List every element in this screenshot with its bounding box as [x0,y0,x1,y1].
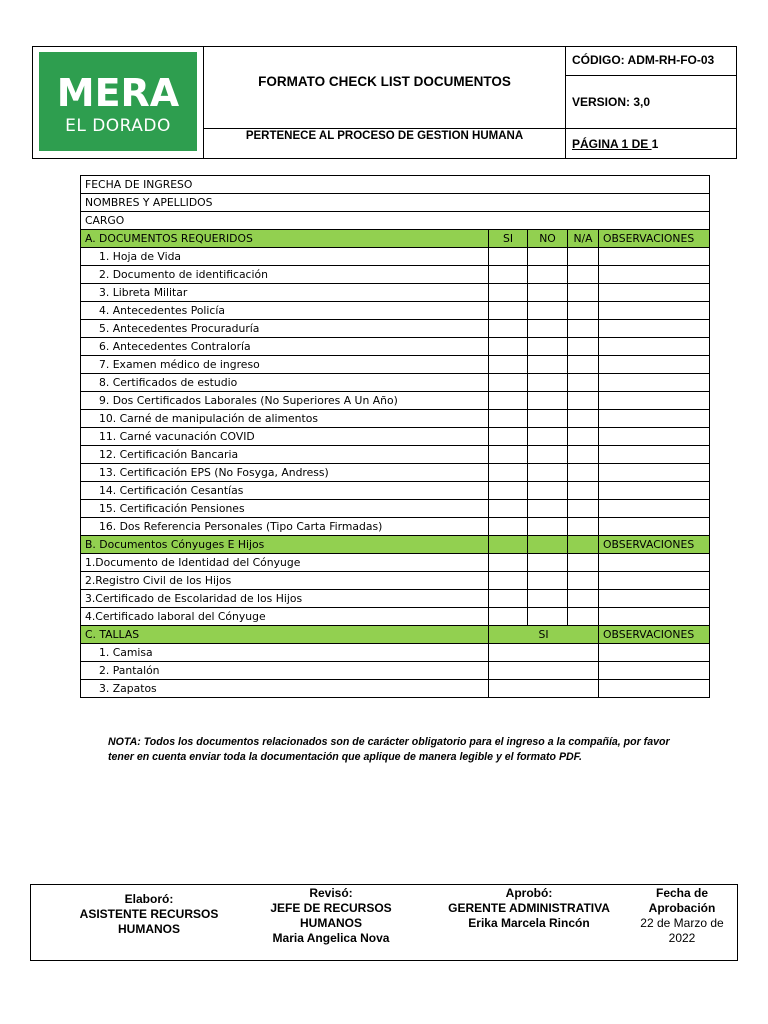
si-cell [489,590,528,608]
document-version: VERSION: 3,0 [566,76,736,129]
empty-header-cell [568,536,599,554]
col-si-header: SI [489,626,599,644]
table-row [81,680,710,698]
si-cell [489,680,599,698]
no-cell [528,248,568,266]
col-obs-header: OBSERVACIONES [599,230,710,248]
fecha-label: Fecha de Aprobación [648,886,716,915]
table-row [81,590,710,608]
obs-cell [599,392,710,410]
si-cell [489,644,599,662]
table-row [81,572,710,590]
no-cell [528,356,568,374]
col-obs-header: OBSERVACIONES [599,626,710,644]
no-cell [528,518,568,536]
si-cell [489,446,528,464]
document-item: 8. Certificados de estudio [81,374,489,392]
si-cell [489,248,528,266]
no-cell [528,302,568,320]
na-cell [568,410,599,428]
no-cell [528,338,568,356]
no-cell [528,464,568,482]
table-row [81,248,710,266]
table-row [81,428,710,446]
na-cell [568,374,599,392]
aprobo-name: Erika Marcela Rincón [468,916,590,930]
no-cell [528,410,568,428]
no-cell [528,374,568,392]
table-row [81,662,710,680]
document-item: 14. Certificación Cesantías [81,482,489,500]
obs-cell [599,590,710,608]
document-code: CÓDIGO: ADM-RH-FO-03 [566,47,736,76]
document-item: 2.Registro Civil de los Hijos [81,572,489,590]
na-cell [568,464,599,482]
si-cell [489,374,528,392]
obs-cell [599,320,710,338]
info-row [81,176,710,194]
no-cell [528,428,568,446]
na-cell [568,446,599,464]
table-row [81,374,710,392]
logo-cell [33,47,204,158]
obs-cell [599,464,710,482]
info-label: CARGO [81,212,710,230]
na-cell [568,482,599,500]
si-cell [489,302,528,320]
na-cell [568,518,599,536]
na-cell [568,338,599,356]
si-cell [489,572,528,590]
approval-footer [30,884,738,961]
page-number [566,129,736,158]
table-row [81,608,710,626]
document-item: 16. Dos Referencia Personales (Tipo Carta Firmadas) [81,518,489,536]
si-cell [489,464,528,482]
si-cell [489,428,528,446]
si-cell [489,662,599,680]
na-cell [568,608,599,626]
obs-cell [599,410,710,428]
obs-cell [599,302,710,320]
elaboro-name: ASISTENTE RECURSOS HUMANOS [79,907,219,936]
aprobo-role: GERENTE ADMINISTRATIVA [448,901,610,915]
na-cell [568,320,599,338]
section-b-header [81,536,710,554]
na-cell [568,356,599,374]
obs-cell [599,500,710,518]
si-cell [489,266,528,284]
obs-cell [599,446,710,464]
si-cell [489,356,528,374]
document-item: 5. Antecedentes Procuraduría [81,320,489,338]
na-cell [568,392,599,410]
page-number-total: 1 [651,137,659,151]
document-item: 15. Certificación Pensiones [81,500,489,518]
info-row [81,194,710,212]
table-row [81,392,710,410]
info-label: NOMBRES Y APELLIDOS [81,194,710,212]
no-cell [528,284,568,302]
info-label: FECHA DE INGRESO [81,176,710,194]
section-a-title: A. DOCUMENTOS REQUERIDOS [81,230,489,248]
logo-line1: MERA [56,71,180,115]
si-cell [489,392,528,410]
checklist-table [80,175,710,698]
na-cell [568,590,599,608]
elaboro-label: Elaboró: [124,892,174,906]
na-cell [568,248,599,266]
na-cell [568,500,599,518]
table-row [81,338,710,356]
aprobo-label: Aprobó: [505,886,553,900]
aprobo-block [431,886,627,931]
table-row [81,644,710,662]
table-row [81,266,710,284]
fecha-block [629,886,735,946]
si-cell [489,608,528,626]
no-cell [528,500,568,518]
table-row [81,356,710,374]
col-na-header: N/A [568,230,599,248]
document-item: 7. Examen médico de ingreso [81,356,489,374]
empty-header-cell [528,536,568,554]
obs-cell [599,482,710,500]
document-item: 4. Antecedentes Policía [81,302,489,320]
col-obs-header: OBSERVACIONES [599,536,710,554]
na-cell [568,554,599,572]
size-item: 3. Zapatos [81,680,489,698]
table-row [81,500,710,518]
table-row [81,284,710,302]
col-si-header: SI [489,230,528,248]
document-item: 12. Certificación Bancaria [81,446,489,464]
obs-cell [599,356,710,374]
table-row [81,518,710,536]
no-cell [528,572,568,590]
obs-cell [599,266,710,284]
table-row [81,446,710,464]
section-a-header [81,230,710,248]
obs-cell [599,680,710,698]
info-row [81,212,710,230]
document-item: 1. Hoja de Vida [81,248,489,266]
document-header [32,46,737,159]
reviso-label: Revisó: [309,886,353,900]
document-item: 4.Certificado laboral del Cónyuge [81,608,489,626]
obs-cell [599,572,710,590]
document-item: 1.Documento de Identidad del Cónyuge [81,554,489,572]
no-cell [528,320,568,338]
no-cell [528,482,568,500]
table-row [81,554,710,572]
na-cell [568,302,599,320]
document-item: 9. Dos Certificados Laborales (No Superiores A Un Año) [81,392,489,410]
no-cell [528,446,568,464]
no-cell [528,392,568,410]
obs-cell [599,644,710,662]
obs-cell [599,284,710,302]
obs-cell [599,608,710,626]
document-item: 3. Libreta Militar [81,284,489,302]
si-cell [489,320,528,338]
col-no-header: NO [528,230,568,248]
na-cell [568,284,599,302]
si-cell [489,482,528,500]
no-cell [528,590,568,608]
no-cell [528,608,568,626]
no-cell [528,266,568,284]
reviso-role: JEFE DE RECURSOS HUMANOS [270,901,392,930]
process-label: PERTENECE AL PROCESO DE GESTION HUMANA [204,129,566,158]
na-cell [568,428,599,446]
document-title: FORMATO CHECK LIST DOCUMENTOS [204,47,566,129]
document-item: 2. Documento de identificación [81,266,489,284]
si-cell [489,284,528,302]
na-cell [568,266,599,284]
section-b-title: B. Documentos Cónyuges E Hijos [81,536,489,554]
size-item: 2. Pantalón [81,662,489,680]
table-row [81,464,710,482]
obs-cell [599,428,710,446]
fecha-value: 22 de Marzo de 2022 [640,916,724,945]
na-cell [568,572,599,590]
table-row [81,482,710,500]
mera-el-dorado-logo [39,52,197,151]
reviso-name: Maria Angelica Nova [272,931,390,945]
table-row [81,302,710,320]
empty-header-cell [489,536,528,554]
document-item: 10. Carné de manipulación de alimentos [81,410,489,428]
document-item: 11. Carné vacunación COVID [81,428,489,446]
document-item: 6. Antecedentes Contraloría [81,338,489,356]
reviso-block [251,886,411,946]
elaboro-block [49,892,249,937]
obs-cell [599,248,710,266]
no-cell [528,554,568,572]
si-cell [489,410,528,428]
table-row [81,320,710,338]
si-cell [489,554,528,572]
size-item: 1. Camisa [81,644,489,662]
obs-cell [599,662,710,680]
document-item: 13. Certificación EPS (No Fosyga, Andress) [81,464,489,482]
logo-line2: EL DORADO [65,116,171,136]
obs-cell [599,338,710,356]
table-row [81,410,710,428]
si-cell [489,518,528,536]
obs-cell [599,554,710,572]
obs-cell [599,518,710,536]
si-cell [489,338,528,356]
document-item: 3.Certificado de Escolaridad de los Hijos [81,590,489,608]
si-cell [489,500,528,518]
section-c-title: C. TALLAS [81,626,489,644]
obs-cell [599,374,710,392]
section-c-header [81,626,710,644]
page-number-prefix: PÁGINA 1 DE [572,137,652,151]
note-text: NOTA: Todos los documentos relacionados son de carácter obligatorio para el ingreso a la compañía, por favor tener en cuenta enviar toda la documentación que aplique de manera legible y el formato PDF. [108,736,670,763]
